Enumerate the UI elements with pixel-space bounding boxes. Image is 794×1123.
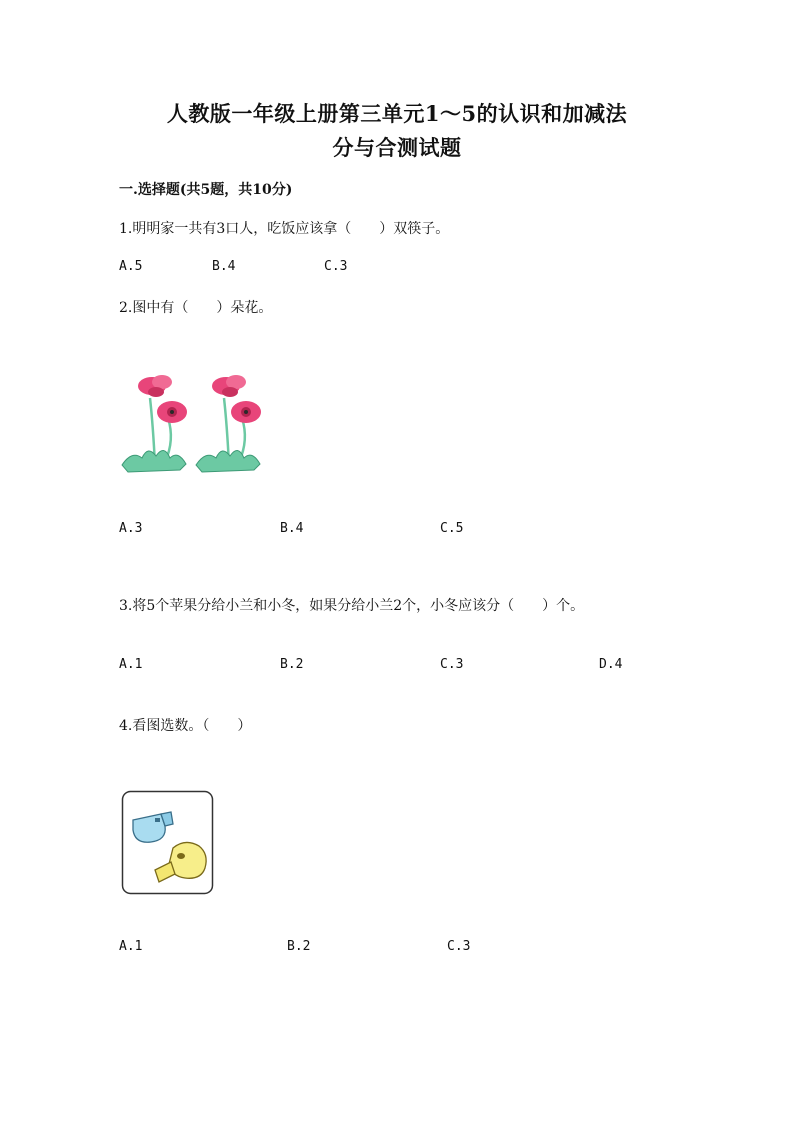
question-1-option-a[interactable]: A.5 (119, 259, 143, 274)
flower-icon (122, 375, 187, 472)
flowers-figure (120, 370, 270, 482)
question-2-option-a[interactable]: A.3 (119, 521, 143, 536)
question-1-option-c[interactable]: C.3 (324, 259, 348, 274)
question-1-text: 1.明明家一共有3口人，吃饭应该拿（ ）双筷子。 (119, 221, 450, 237)
whistles-figure (121, 790, 214, 895)
section-heading: 一.选择题(共5题，共10分) (119, 182, 293, 198)
question-3-text: 3.将5个苹果分给小兰和小冬，如果分给小兰2个，小冬应该分（ ）个。 (119, 598, 585, 614)
question-1-option-b[interactable]: B.4 (212, 259, 236, 274)
question-4-text: 4.看图选数。（ ） (119, 718, 252, 734)
flower-icon (196, 375, 261, 472)
question-2-option-c[interactable]: C.5 (440, 521, 464, 536)
question-3-option-d[interactable]: D.4 (599, 657, 623, 672)
question-3-option-a[interactable]: A.1 (119, 657, 143, 672)
question-2-option-b[interactable]: B.4 (280, 521, 304, 536)
question-3-option-c[interactable]: C.3 (440, 657, 464, 672)
question-3-option-b[interactable]: B.2 (280, 657, 304, 672)
question-2-text: 2.图中有（ ）朵花。 (119, 300, 273, 316)
question-4-option-c[interactable]: C.3 (447, 939, 471, 954)
question-4-option-b[interactable]: B.2 (287, 939, 311, 954)
page-title-line-2: 分与合测试题 (332, 135, 462, 160)
page-title-line-1: 人教版一年级上册第三单元1～5的认识和加减法 (166, 101, 628, 126)
question-4-option-a[interactable]: A.1 (119, 939, 143, 954)
